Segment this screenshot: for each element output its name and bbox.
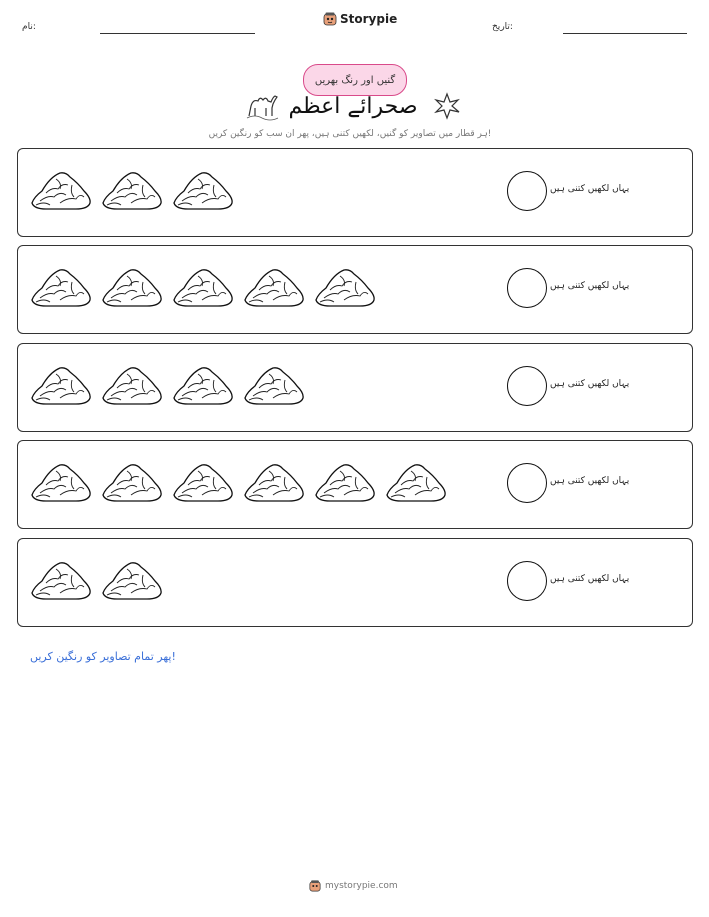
answer-prompt: یہاں لکھیں کتنی ہیں [550,476,630,486]
instructions-text: ہر قطار میں تصاویر کو گنیں، لکھیں کتنی ہیں، پھر ان سب کو رنگین کریں! [208,129,492,139]
counting-row [17,538,693,627]
sand-dune-rock-icon [172,167,234,213]
sand-dune-rock-icon [101,557,163,603]
counting-row [17,343,693,432]
sand-dune-rock-icon [101,167,163,213]
name-label: نام: [22,22,36,32]
camel-icon [245,90,279,122]
site-url: mystorypie.com [325,881,398,891]
sand-dune-rock-icon [243,459,305,505]
answer-circle[interactable] [507,171,547,211]
date-line[interactable] [563,33,687,34]
counting-row [17,148,693,237]
page-title: صحرائے اعظم [288,94,418,119]
name-line[interactable] [100,33,255,34]
sand-dune-rock-icon [30,557,92,603]
counting-row [17,440,693,529]
sand-dune-rock-icon [30,459,92,505]
sand-dune-rock-icon [385,459,447,505]
sand-dune-rock-icon [314,264,376,310]
answer-prompt: یہاں لکھیں کتنی ہیں [550,281,630,291]
brand-name: Storypie [340,12,398,26]
storypie-logo-icon [323,12,337,26]
sand-dune-rock-icon [30,264,92,310]
counting-row [17,245,693,334]
site-footer [309,880,398,892]
answer-circle[interactable] [507,366,547,406]
answer-prompt: یہاں لکھیں کتنی ہیں [550,574,630,584]
date-label: تاریخ: [492,22,513,32]
sand-dune-rock-icon [101,264,163,310]
sand-dune-rock-icon [243,362,305,408]
answer-prompt: یہاں لکھیں کتنی ہیں [550,379,630,389]
footer-note: پھر تمام تصاویر کو رنگین کریں! [30,650,176,663]
activity-badge: گنیں اور رنگ بھریں [303,64,407,96]
sand-dune-rock-icon [30,167,92,213]
answer-circle[interactable] [507,268,547,308]
answer-circle[interactable] [507,463,547,503]
sand-dune-rock-icon [172,459,234,505]
brand-logo [323,12,397,26]
answer-prompt: یہاں لکھیں کتنی ہیں [550,184,630,194]
storypie-logo-icon [309,880,321,892]
sand-dune-rock-icon [243,264,305,310]
sand-dune-rock-icon [30,362,92,408]
sand-dune-rock-icon [172,362,234,408]
sun-star-icon [433,92,461,120]
answer-circle[interactable] [507,561,547,601]
sand-dune-rock-icon [101,459,163,505]
sand-dune-rock-icon [101,362,163,408]
sand-dune-rock-icon [314,459,376,505]
sand-dune-rock-icon [172,264,234,310]
